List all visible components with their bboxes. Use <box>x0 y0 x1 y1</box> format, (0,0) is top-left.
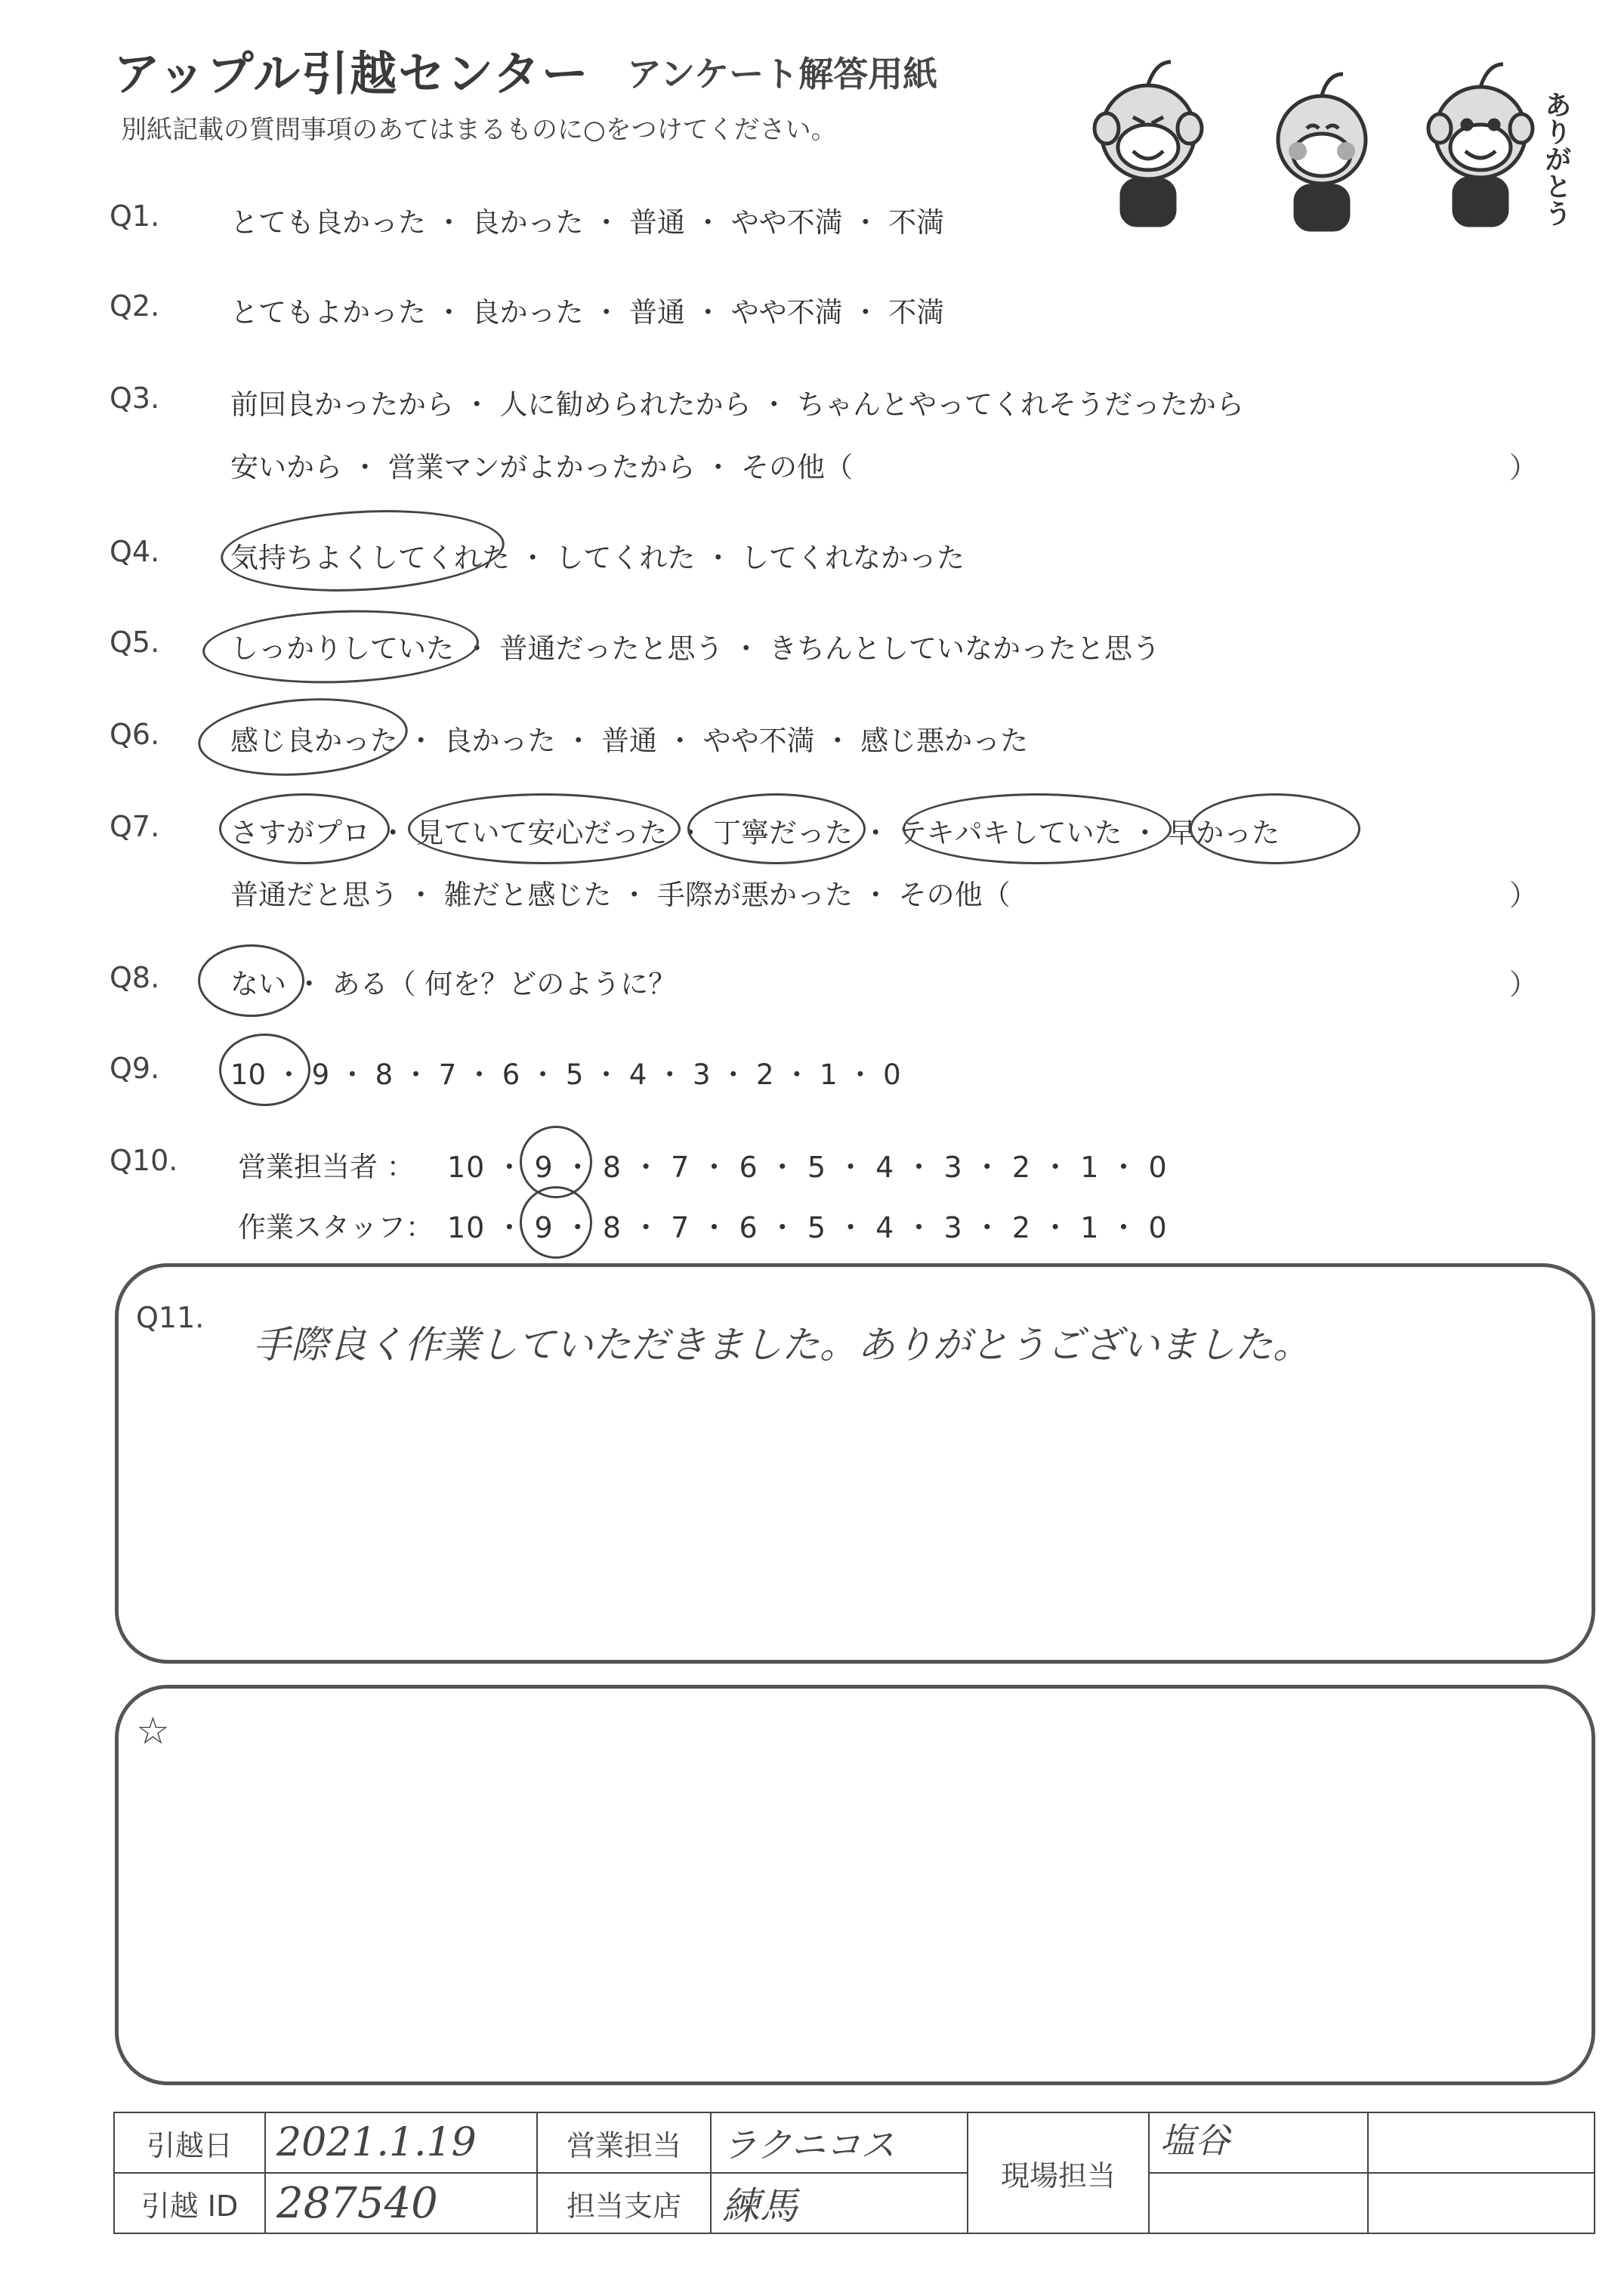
q6-label: Q6. <box>110 718 160 751</box>
monkey-mascot-illustration <box>1057 45 1586 242</box>
company-name: アップル引越センター <box>113 46 590 101</box>
q9-answer-circle <box>219 1034 310 1106</box>
star-icon: ☆ <box>136 1709 170 1753</box>
branch-value: 練馬 <box>711 2173 968 2233</box>
q6-options: 感じ良かった ・ 良かった ・ 普通 ・ やや不満 ・ 感じ悪かった <box>230 725 1029 757</box>
move-id-value: 287540 <box>265 2173 537 2233</box>
monkey-icon <box>1095 62 1202 225</box>
q11-label: Q11. <box>136 1301 205 1334</box>
q5-options: しっかりしていた ・ 普通だったと思う ・ きちんとしていなかったと思う <box>230 632 1161 665</box>
q10-staff-label: 作業スタッフ： <box>238 1211 434 1244</box>
q1-options: とても良かった ・ 良かった ・ 普通 ・ やや不満 ・ 不満 <box>230 206 945 239</box>
q5-label: Q5. <box>110 626 160 659</box>
q5-answer-circle <box>201 606 480 688</box>
q3-close-paren: ） <box>1509 451 1539 484</box>
q2-options: とてもよかった ・ 良かった ・ 普通 ・ やや不満 ・ 不満 <box>230 296 945 329</box>
q4-options: 気持ちよくしてくれた ・ してくれた ・ してくれなかった <box>230 542 965 574</box>
q4-label: Q4. <box>110 535 160 568</box>
q9-label: Q9. <box>110 1052 160 1085</box>
q7-answer-circle-5 <box>1190 793 1360 864</box>
q3-options-line2: 安いから ・ 営業マンがよかったから ・ その他（ <box>230 451 854 484</box>
q7-answer-circle-1 <box>219 793 390 864</box>
q8-close-paren: ） <box>1509 968 1539 1001</box>
q4-answer-circle <box>218 503 506 598</box>
branch-label: 担当支店 <box>537 2173 711 2233</box>
instruction-text: 別紙記載の質問事項のあてはまるものに○をつけてください。 <box>121 115 837 145</box>
form-title: アンケート解答用紙 <box>627 54 938 94</box>
sales-rep-value: ラクニコス <box>711 2112 968 2173</box>
move-date-label: 引越日 <box>114 2112 265 2173</box>
site-staff-value: 塩谷 <box>1149 2112 1368 2173</box>
q3-label: Q3. <box>110 382 160 415</box>
q9-scale: 10 ・ 9 ・ 8 ・ 7 ・ 6 ・ 5 ・ 4 ・ 3 ・ 2 ・ 1 ・ 0 <box>230 1058 901 1091</box>
q8-answer-circle <box>198 944 304 1017</box>
sales-rep-label: 営業担当 <box>537 2112 711 2173</box>
q3-options-line1: 前回良かったから ・ 人に勧められたから ・ ちゃんとやってくれそうだったから <box>230 388 1245 421</box>
q7-label: Q7. <box>110 810 160 843</box>
q2-label: Q2. <box>110 289 160 323</box>
thanks-text: ありがとう <box>1540 91 1572 227</box>
q8-options: ない ・ ある（ 何を？どのように？ <box>230 968 677 1000</box>
site-staff-extra-cell <box>1368 2112 1595 2173</box>
move-date-value: 2021.1.19 <box>265 2112 537 2173</box>
q7-answer-circle-4 <box>903 793 1172 864</box>
q10-staff-answer-circle <box>520 1186 592 1259</box>
q11-handwritten-comment: 手際良く作業していただきました。ありがとうございました。 <box>253 1323 1311 1367</box>
q10-staff-scale: 10 ・ 9 ・ 8 ・ 7 ・ 6 ・ 5 ・ 4 ・ 3 ・ 2 ・ 1 ・ 0 <box>447 1211 1168 1244</box>
q7-options-line2: 普通だと思う ・ 雑だと感じた ・ 手際が悪かった ・ その他（ <box>230 879 1011 911</box>
q10-sales-scale: 10 ・ 9 ・ 8 ・ 7 ・ 6 ・ 5 ・ 4 ・ 3 ・ 2 ・ 1 ・ 0 <box>447 1151 1168 1184</box>
q7-options-line1: さすがプロ ・ 見ていて安心だった ・ 丁寧だった ・ テキパキしていた ・ 早かった <box>230 817 1280 849</box>
site-staff-extra-cell-2 <box>1368 2173 1595 2233</box>
q7-answer-circle-3 <box>687 793 866 864</box>
site-staff-empty-cell <box>1149 2173 1368 2233</box>
q7-answer-circle-2 <box>408 793 681 864</box>
monkey-icon <box>1278 74 1366 230</box>
q1-label: Q1. <box>110 199 160 233</box>
move-id-label: 引越 ID <box>114 2173 265 2233</box>
q7-close-paren: ） <box>1509 879 1539 912</box>
q6-answer-circle <box>196 691 410 782</box>
q10-label: Q10. <box>110 1144 178 1177</box>
monkey-icon <box>1428 64 1533 225</box>
q10-sales-label: 営業担当者 ： <box>238 1151 415 1183</box>
q8-label: Q8. <box>110 961 160 994</box>
site-staff-label: 現場担当 <box>968 2112 1149 2233</box>
move-info-table <box>113 2112 1595 2234</box>
star-comment-box <box>115 1685 1595 2085</box>
